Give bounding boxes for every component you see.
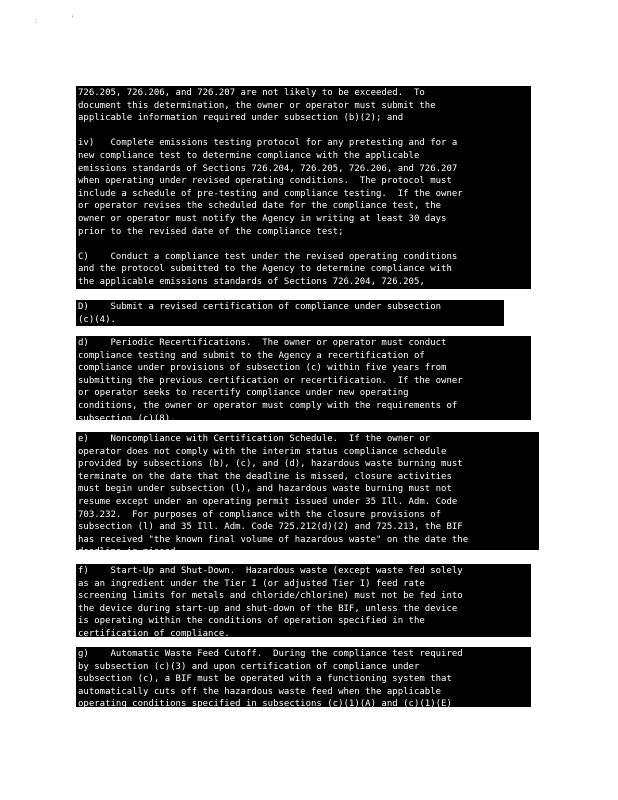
paragraph-noncompliance: e) Noncompliance with Certification Schedule. If the owner or operator does not comply with the interim status compliance schedule provided by subsections (b), (c), and (d), hazardous waste burning must terminate on the date that the deadline is missed, closure activities must begin under subsection (l), and hazardous waste burning must not resume except under an operating permit issued under 35 Ill. Adm. Code 703.232. For purposes of compliance with the closure provisions of subsection (l) and 35 Ill. Adm. Code 725.212(d)(2) and 725.213, the BIF has received "the known final volume of hazardous waste" on the date the deadline is missed. (76, 432, 539, 550)
paragraph-automatic-waste-feed-cutoff: g) Automatic Waste Feed Cutoff. During the compliance test required by subsection (c)(3) and upon certification of compliance under subsection (c), a BIF must be operated with a functioning system that automatically cuts off the hazardous waste feed when the applicable operating conditions specified in subsections (c)(1)(A) and (c)(1)(E) (76, 647, 531, 707)
paragraph-item-D: D) Submit a revised certification of compliance under subsection (c)(4). (76, 300, 504, 326)
scan-mark-right: ' (72, 15, 74, 22)
paragraph-continuation-iii: 726.205, 726.206, and 726.207 are not likely to be exceeded. To document this determination, the owner or operator must submit the applicable information required under subsection (b)(2); and iv) Complete emissions testing protocol for any pretesting and for a new compliance test to determine compliance with the applicable emissions standards of Sections 726.204, 726.205, 726.206, and 726.207 when operating under revised operating conditions. The protocol must include a schedule of pre-testing and compliance testing. If the owner or operator revises the scheduled date for the compliance test, the owner or operator must notify the Agency in writing at least 30 days prior to the revised date of the compliance test; C) Conduct a compliance test under the revised operating conditions and the protocol submitted to the Agency to determine compliance with the applicable emissions standards of Sections 726.204, 726.205, 726.206, and 726.207; and (76, 86, 531, 289)
paragraph-start-up-shut-down: f) Start-Up and Shut-Down. Hazardous waste (except waste fed solely as an ingredient under the Tier I (or adjusted Tier I) feed rate screening limits for metals and chloride/chlorine) must not be fed into the device during start-up and shut-down of the BIF, unless the device is operating within the conditions of operation specified in the certification of compliance. (76, 564, 531, 637)
paragraph-periodic-recertifications: d) Periodic Recertifications. The owner or operator must conduct compliance testing and submit to the Agency a recertification of compliance under provisions of subsection (c) within five years from submitting the previous certification or recertification. If the owner or operator seeks to recertify compliance under new operating conditions, the owner or operator must comply with the requirements of subsection (c)(8). (76, 336, 531, 420)
scan-mark-left: : (35, 18, 38, 25)
